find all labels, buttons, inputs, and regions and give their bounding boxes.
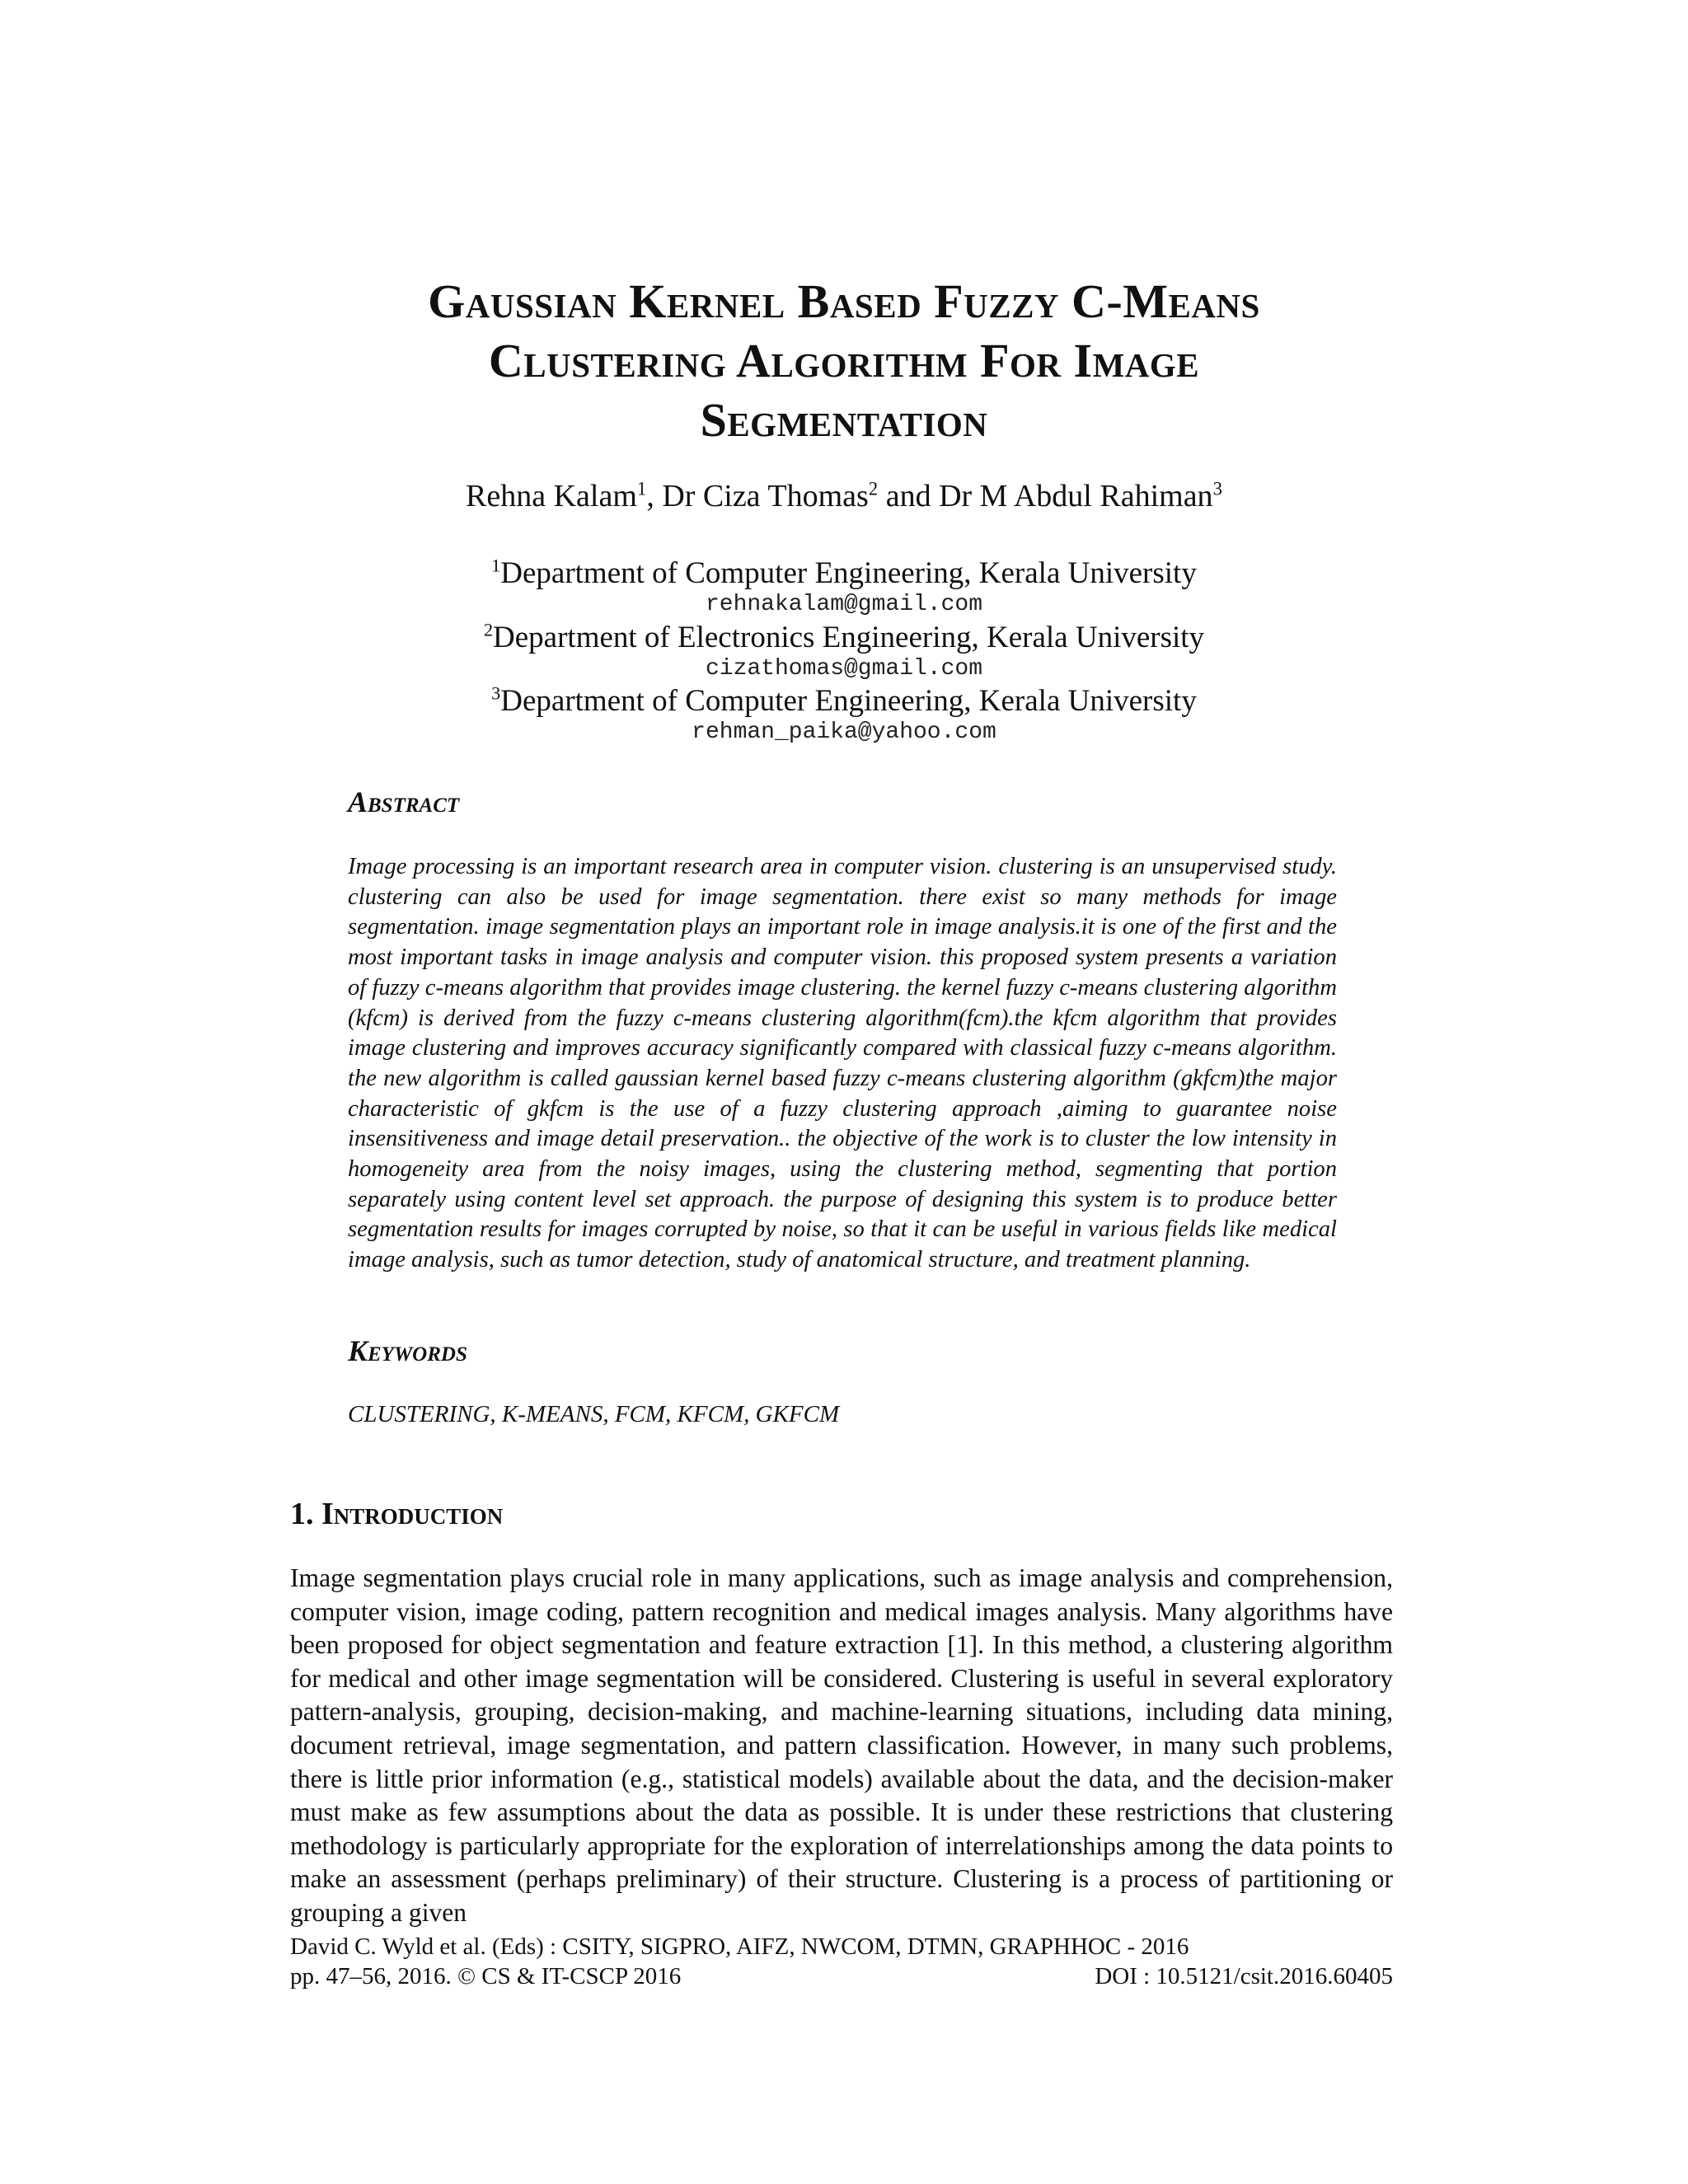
title-line-1: Gaussian Kernel Based Fuzzy C-Means [428,274,1260,328]
affiliation-marker: 3 [491,682,501,704]
author-separator: and [878,479,940,513]
affiliation [247,620,1441,656]
affiliation-marker: 3 [1212,478,1222,499]
author-name: Rehna Kalam [466,479,637,513]
author-separator: , [646,479,663,513]
introduction-text: Image segmentation plays crucial role in many applications, such as image analysis and comprehension, computer vision, image coding, pattern recognition and medical images analysis. Many algorithms have been proposed for object segmentation and feature extraction [1]. In this method, a clustering algorithm for medical and other image segmentation will be considered. Clustering is useful in several exploratory pattern-analysis, grouping, decision-making, and machine-learning situations, including data mining, document retrieval, image segmentation, and pattern classification. However, in many such problems, there is little prior information (e.g., statistical models) available about the data, and the decision-maker must make as few assumptions about the data as possible. It is under these restrictions that clustering methodology is particularly appropriate for the exploration of interrelationships among the data points to make an assessment (perhaps preliminary) of their structure. Clustering is a process of partitioning or grouping a given [290,1563,1393,1927]
author-email[interactable]: rehman_paika@yahoo.com [692,719,996,745]
abstract-text: Image processing is an important research area in computer vision. clustering is an unsupervised study. clustering can also be used for image segmentation. there exist so many methods for image segmentation. image segmentation plays an important role in image analysis.it is one of the first and the most important tasks in image analysis and computer vision. this proposed system presents a variation of fuzzy c-means algorithm that provides image clustering. the kernel fuzzy c-means clustering algorithm (kfcm) is derived from the fuzzy c-means clustering algorithm(fcm).the kfcm algorithm that provides image clustering and improves accuracy significantly compared with classical fuzzy c-means algorithm. the new algorithm is called gaussian kernel based fuzzy c-means clustering algorithm (gkfcm)the major characteristic of gkfcm is the use of a fuzzy clustering approach ,aiming to guarantee noise insensitiveness and image detail preservation.. the objective of the work is to cluster the low intensity in homogeneity area from the noisy images, using the clustering method, segmenting that portion separately using content level set approach. the purpose of designing this system is to produce better segmentation results for images corrupted by noise, so that it can be useful in various fields like medical image analysis, such as tumor detection, study of anatomical structure, and treatment planning. [348,854,1337,1273]
author-name: Dr M Abdul Rahiman [939,479,1213,513]
keywords-text: CLUSTERING, K-MEANS, FCM, KFCM, GKFCM [348,1401,840,1427]
author-email[interactable]: cizathomas@gmail.com [705,656,983,682]
author-email[interactable]: rehnakalam@gmail.com [705,592,983,617]
title-line-2: Clustering Algorithm For Image [488,334,1200,387]
author-list [247,476,1441,516]
footer-doi[interactable]: DOI : 10.5121/csit.2016.60405 [1095,1963,1393,1990]
affiliation-department: Department of Computer Engineering, Kerala University [500,556,1197,590]
footer-publication [290,1962,1393,1990]
affiliation [247,555,1441,592]
keywords-heading: Keywords [348,1334,467,1367]
affiliation-marker: 1 [491,555,501,576]
affiliation [247,683,1441,719]
author-name: Dr Ciza Thomas [662,479,869,513]
affiliation-department: Department of Computer Engineering, Kerala University [500,684,1197,718]
affiliation-department: Department of Electronics Engineering, Kerala University [493,621,1205,654]
affiliation-marker: 1 [636,478,647,499]
footer-citation: David C. Wyld et al. (Eds) : CSITY, SIGPRO, AIFZ, NWCOM, DTMN, GRAPHHOC - 2016 [290,1933,1189,1960]
footer-pages: pp. 47–56, 2016. © CS & IT-CSCP 2016 [290,1963,682,1990]
affiliation-marker: 2 [483,619,494,640]
section-heading-introduction: 1. Introduction [290,1497,504,1531]
title-line-3: Segmentation [700,393,988,447]
affiliation-marker: 2 [868,478,879,499]
abstract-heading: Abstract [348,785,460,818]
paper-title [247,272,1441,450]
